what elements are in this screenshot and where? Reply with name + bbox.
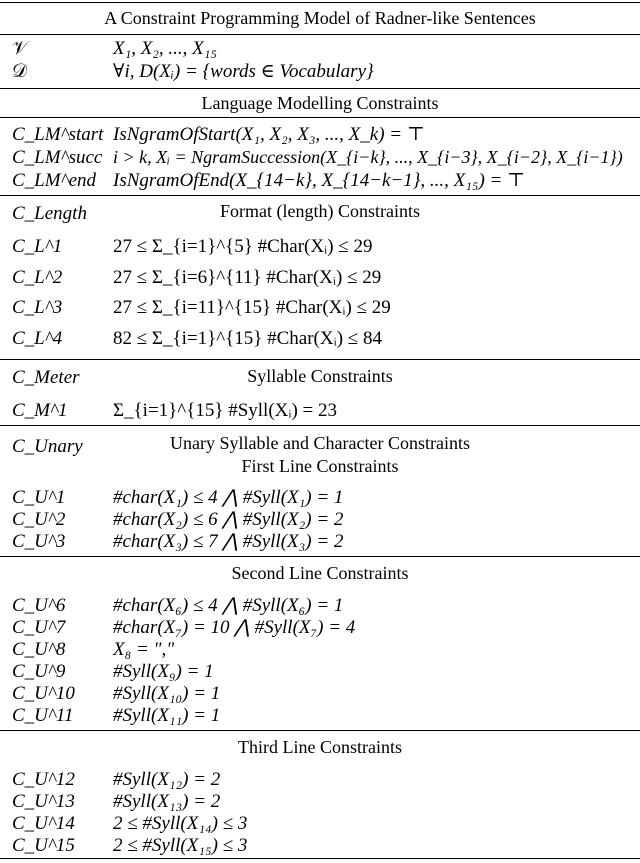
section-heading-format: Format (length) Constraints (220, 201, 420, 221)
table-rule (0, 117, 640, 118)
table-rule (0, 556, 640, 557)
table-rule (0, 195, 640, 196)
row-label: C_M^1 (12, 400, 68, 421)
row-expr: IsNgramOfEnd(X_{14−k}, X_{14−k−1}, ..., X₁₅) = ⊤ (113, 170, 525, 191)
section-heading-second-line: Second Line Constraints (231, 563, 409, 583)
row-expr: 2 ≤ #Syll(X₁₅) ≤ 3 (113, 835, 248, 856)
section-heading-first-line: First Line Constraints (241, 456, 399, 476)
row-expr: #char(X₁) ≤ 4 ⋀ #Syll(X₁) = 1 (113, 487, 344, 508)
row-expr: i > k, Xᵢ = NgramSuccession(X_{i−k}, ..., X_{i−3}, X_{i−2}, X_{i−1}) (113, 147, 623, 167)
row-expr: #char(X₆) ≤ 4 ⋀ #Syll(X₆) = 1 (113, 595, 344, 616)
section-heading-syllable: Syllable Constraints (247, 366, 393, 386)
row-label: C_LM^start (12, 124, 104, 145)
section-heading-lm: Language Modelling Constraints (201, 93, 439, 113)
row-expr: 2 ≤ #Syll(X₁₄) ≤ 3 (113, 813, 248, 834)
section-label-length: C_Length (12, 203, 87, 224)
row-label: C_L^2 (12, 267, 63, 288)
variables-label: 𝒱 (12, 38, 28, 59)
row-expr: IsNgramOfStart(X₁, X₂, X₃, ..., X_k) = ⊤ (113, 124, 425, 145)
table-top-rule (0, 2, 640, 3)
row-label: C_U^13 (12, 791, 75, 812)
section-heading-third-line: Third Line Constraints (238, 737, 402, 757)
row-label: C_U^14 (12, 813, 75, 834)
domain-expr: ∀i, D(Xᵢ) = {words ∈ Vocabulary} (113, 61, 374, 82)
row-expr: #char(X₂) ≤ 6 ⋀ #Syll(X₂) = 2 (113, 509, 344, 530)
row-label: C_U^2 (12, 509, 66, 530)
row-label: C_U^9 (12, 661, 66, 682)
row-expr: #Syll(X₁₂) = 2 (113, 769, 221, 790)
table-rule (0, 34, 640, 35)
row-label: C_LM^succ (12, 147, 103, 168)
table-title: A Constraint Programming Model of Radner-like Sentences (104, 8, 536, 28)
row-expr: #char(X₃) ≤ 7 ⋀ #Syll(X₃) = 2 (113, 531, 344, 552)
row-expr: #Syll(X₁₃) = 2 (113, 791, 221, 812)
row-label: C_U^8 (12, 639, 66, 660)
row-expr: Σ_{i=1}^{15} #Syll(Xᵢ) = 23 (113, 400, 338, 421)
row-label: C_L^3 (12, 297, 63, 318)
row-label: C_L^1 (12, 236, 63, 257)
row-expr: #Syll(X₁₁) = 1 (113, 705, 221, 726)
row-expr: 82 ≤ Σ_{i=1}^{15} #Char(Xᵢ) ≤ 84 (113, 328, 382, 349)
row-expr: #char(X₇) = 10 ⋀ #Syll(X₇) = 4 (113, 617, 356, 638)
row-label: C_U^7 (12, 617, 66, 638)
row-label: C_U^15 (12, 835, 75, 856)
row-label: C_U^3 (12, 531, 66, 552)
table-rule (0, 88, 640, 89)
table-rule (0, 359, 640, 360)
section-label-unary: C_Unary (12, 436, 83, 457)
table-bottom-rule (0, 858, 640, 859)
table-rule (0, 425, 640, 426)
table-rule (0, 730, 640, 731)
row-expr: #Syll(X₉) = 1 (113, 661, 214, 682)
row-label: C_U^6 (12, 595, 66, 616)
row-label: C_LM^end (12, 170, 97, 191)
row-expr: 27 ≤ Σ_{i=11}^{15} #Char(Xᵢ) ≤ 29 (113, 297, 391, 318)
row-label: C_U^11 (12, 705, 74, 726)
domain-label: 𝒟 (12, 61, 28, 82)
row-expr: X₈ = "," (113, 639, 175, 660)
row-expr: 27 ≤ Σ_{i=6}^{11} #Char(Xᵢ) ≤ 29 (113, 267, 382, 288)
section-heading-unary: Unary Syllable and Character Constraints (170, 433, 470, 453)
row-label: C_U^10 (12, 683, 75, 704)
row-label: C_L^4 (12, 328, 63, 349)
row-expr: 27 ≤ Σ_{i=1}^{5} #Char(Xᵢ) ≤ 29 (113, 236, 373, 257)
row-expr: #Syll(X₁₀) = 1 (113, 683, 221, 704)
row-label: C_U^1 (12, 487, 66, 508)
variables-expr: X₁, X₂, ..., X₁₅ (113, 38, 217, 59)
section-label-meter: C_Meter (12, 367, 80, 388)
row-label: C_U^12 (12, 769, 75, 790)
